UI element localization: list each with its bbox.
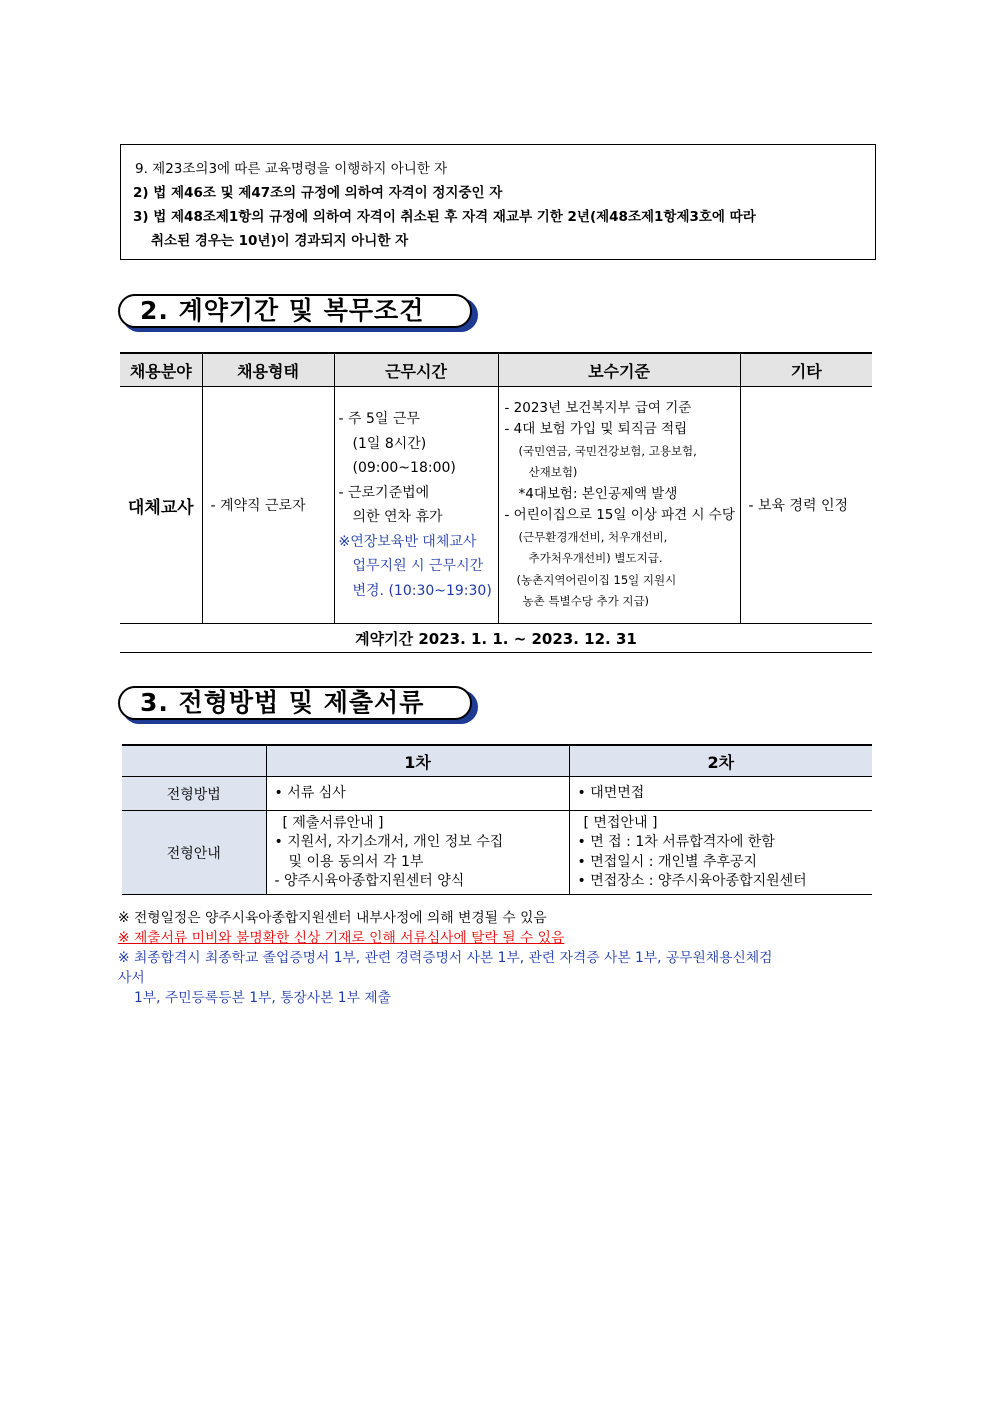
disq-line-9: 9. 제23조의3에 따른 교육명령을 이행하지 아니한 자 (135, 161, 448, 177)
selection-table (122, 744, 872, 895)
hours-line: - 근로기준법에 (338, 484, 430, 501)
disqualification-box (120, 144, 876, 260)
method-round2: • 대면면접 (569, 777, 872, 811)
pay-line: - 4대 보험 가입 및 퇴직금 적립 (504, 421, 688, 437)
hours-line: 의한 연차 휴가 (352, 509, 443, 525)
field-cell: 대체교사 (120, 387, 202, 624)
guide-line: [ 면접안내 ] (583, 814, 658, 831)
disq-line-3-cont: 취소된 경우는 10년)이 경과되지 아니한 자 (151, 233, 409, 249)
note-final-docs-cont: 사서 (118, 970, 145, 986)
guide-line: • 지원서, 자기소개서, 개인 정보 수집 (274, 834, 504, 850)
header-round1: 1차 (266, 745, 569, 777)
pay-line: (근무환경개선비, 처우개선비, (518, 529, 668, 544)
pay-line: (농촌지역어린이집 15일 지원시 (516, 572, 677, 587)
hours-note-line: ※연장보육반 대체교사 (338, 533, 477, 550)
pay-cell (498, 387, 740, 624)
contract-period: 계약기간 2023. 1. 1. ~ 2023. 12. 31 (120, 624, 872, 653)
pay-line: 농촌 특별수당 추가 지급) (522, 594, 650, 608)
method-round1: • 서류 심사 (266, 777, 569, 811)
guide-round2 (569, 811, 872, 895)
disq-line-2: 2) 법 제46조 및 제47조의 규정에 의하여 자격이 정지중인 자 (133, 185, 503, 201)
header-etc: 기타 (740, 353, 872, 387)
guide-line: 및 이용 동의서 각 1부 (288, 853, 424, 870)
hours-line: (1일 8시간) (352, 435, 427, 452)
header-field: 채용분야 (120, 353, 202, 387)
section2-title: 2. 계약기간 및 복무조건 (118, 294, 472, 328)
type-cell: - 계약직 근로자 (202, 387, 334, 624)
pay-line: - 어린이집으로 15일 이상 파견 시 수당 (504, 507, 735, 523)
contract-table (120, 352, 872, 653)
guide-line: - 양주시육아종합지원센터 양식 (274, 873, 465, 889)
section3-title: 3. 전형방법 및 제출서류 (118, 686, 472, 720)
section3-heading (118, 686, 480, 726)
header-type: 채용형태 (202, 353, 334, 387)
guide-line: • 면 접 : 1차 서류합격자에 한함 (577, 834, 775, 850)
header-blank (122, 745, 266, 777)
pay-line: 추가처우개선비) 별도지급. (528, 551, 663, 565)
pay-line: 산재보험) (528, 465, 578, 479)
hours-line: - 주 5일 근무 (338, 411, 420, 427)
guide-line: [ 제출서류안내 ] (282, 814, 384, 831)
header-pay: 보수기준 (498, 353, 740, 387)
note-final-docs: ※ 최종합격시 최종학교 졸업증명서 1부, 관련 경력증명서 사본 1부, 관련 자격증 사본 1부, 공무원채용신체검 (118, 950, 773, 966)
hours-note-line: 업무지원 시 근무시간 (352, 558, 484, 574)
note-final-docs-cont2: 1부, 주민등록등본 1부, 통장사본 1부 제출 (134, 990, 391, 1006)
etc-cell: - 보육 경력 인정 (740, 387, 872, 624)
header-round2: 2차 (569, 745, 872, 777)
section2-heading (118, 294, 480, 334)
guide-line: • 면접장소 : 양주시육아종합지원센터 (577, 873, 807, 889)
note-warning: ※ 제출서류 미비와 불명확한 신상 기재로 인해 서류심사에 탈락 될 수 있음 (118, 930, 565, 946)
guide-round1 (266, 811, 569, 895)
header-hours: 근무시간 (334, 353, 498, 387)
hours-line: (09:00~18:00) (352, 460, 456, 476)
hours-note-line: 변경. (10:30~19:30) (352, 582, 492, 599)
row-label-guide: 전형안내 (122, 811, 266, 895)
row-label-method: 전형방법 (122, 777, 266, 811)
pay-line: *4대보험: 본인공제액 발생 (518, 485, 678, 502)
hours-cell (334, 387, 498, 624)
note-schedule: ※ 전형일정은 양주시육아종합지원센터 내부사정에 의해 변경될 수 있음 (118, 910, 547, 926)
pay-line: (국민연금, 국민건강보험, 고용보험, (518, 443, 697, 458)
guide-line: • 면접일시 : 개인별 추후공지 (577, 853, 758, 870)
disq-line-3: 3) 법 제48조제1항의 규정에 의하여 자격이 취소된 후 자격 재교부 기한 2년(제48조제1항제3호에 따라 (133, 209, 756, 225)
pay-line: - 2023년 보건복지부 급여 기준 (504, 399, 692, 416)
